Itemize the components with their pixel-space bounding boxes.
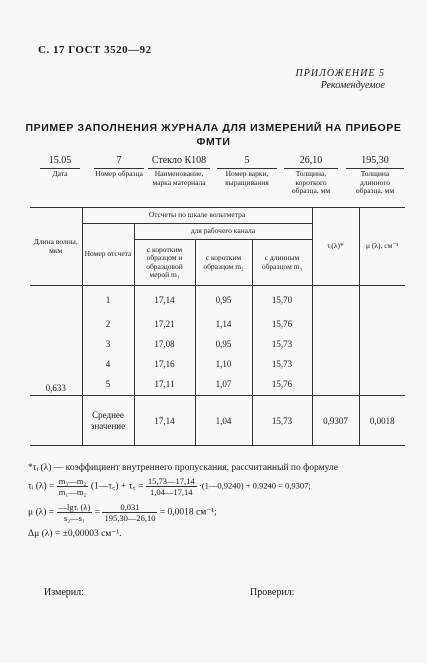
mu-fraction-numeric [102,502,157,523]
tau-fraction-numeric [146,476,197,497]
field-value: 195,30 [346,155,404,169]
table-cell: 15,76 [252,314,312,334]
fraction-denominator: 195,30—26,10 [104,513,156,523]
mu-rhs: = 0,0018 см⁻¹; [159,507,217,518]
measurement-journal-table [30,207,405,446]
field-value: 5 [217,155,277,169]
col-header-m3: с длинным образцом m₃ [252,240,312,286]
mean-mu: 0,0018 [359,396,405,446]
table-row-number: 5 [82,374,134,396]
fraction-numerator: m₃—m₂ [58,476,87,486]
col-header-mu: μ (λ), см⁻¹ [359,208,405,286]
tau-lhs: τᵢ (λ) = [28,481,55,492]
field-label: Дата [52,169,68,178]
field-label: Толщина, короткого образца, мм [291,169,331,195]
field-label: Номер варки, выращивания [225,169,269,187]
tau-formula [28,476,311,497]
table-cell: 17,16 [134,354,195,374]
fraction-numerator: —lgτᵢ (λ) [58,502,91,512]
table-cell: 1,07 [195,374,252,396]
mean-m3: 15,73 [252,396,312,446]
table-cell: 15,76 [252,374,312,396]
field-value: 15.05 [40,155,80,169]
table-row-number: 2 [82,314,134,334]
tau-middle: (1—τ꜀) + τ꜀ = [90,481,144,492]
signature-measured: Измерил: [44,587,84,598]
mean-label: Среднее значение [82,396,134,446]
mean-m1: 17,14 [134,396,195,446]
fraction-numerator: 0,031 [102,502,157,513]
table-cell: 17,14 [134,286,195,314]
signature-checked: Проверил: [250,587,295,598]
col-header-subgroup: для рабочего канала [134,224,312,240]
table-cell: 1,10 [195,354,252,374]
table-cell: 15,73 [252,334,312,354]
table-cell: 17,21 [134,314,195,334]
cell-wavelength: 0,633 [45,383,66,393]
col-header-reading-number: Номер отсчета [82,224,134,286]
fraction-denominator: m₁—m₂ [58,487,87,497]
field-short-thickness [284,155,338,196]
field-long-thickness [346,155,404,196]
field-value: Стекло К108 [148,155,210,169]
col-header-group: Отсчеты по шкале вольтметра [82,208,312,224]
footnote-definition: *τᵢ (λ) — коэффициент внутреннего пропускания, рассчитанный по формуле [28,463,338,473]
mean-tau: 0,9307 [312,396,359,446]
fraction-denominator: 1,04—17,14 [149,487,193,497]
tau-rhs: ·(1—0,9240) + 0.9240 = 0,9307; [198,480,311,491]
field-label: Толщина длинного образца, мм [355,169,395,195]
fraction-numerator: 15,73—17,14 [147,476,195,486]
table-row-number: 1 [82,286,134,314]
table-cell: 15,73 [252,354,312,374]
table-row-number: 4 [82,354,134,374]
field-date [40,155,80,179]
fraction-denominator: s₂—s₁ [63,513,85,523]
tau-fraction-symbolic [57,476,89,497]
table-cell: 1,14 [195,314,252,334]
field-melt-number [217,155,277,187]
field-label: Наименование, марка материала [152,169,206,187]
field-label: Номер образца [95,169,143,178]
table-cell: 17,08 [134,334,195,354]
document-title: ПРИМЕР ЗАПОЛНЕНИЯ ЖУРНАЛА ДЛЯ ИЗМЕРЕНИЙ НА ПРИБОРЕ [25,122,402,134]
field-value: 7 [94,155,144,169]
mu-error: Δμ (λ) = ±0,00003 см⁻¹. [28,529,122,539]
col-header-wavelength: Длина волны, мкм [33,237,78,255]
field-material [148,155,210,187]
col-header-m1: с коротким образцом и образцовой мерой m₁ [134,240,195,286]
appendix-label: ПРИЛОЖЕНИЕ 5 [295,68,385,79]
mu-lhs: μ (λ) = [28,507,55,518]
mean-m2: 1,04 [195,396,252,446]
table-cell: 17,11 [134,374,195,396]
appendix-note: Рекомендуемое [320,80,385,91]
table-row-number: 3 [82,334,134,354]
mu-equals: = [94,507,101,518]
page-reference: С. 17 ГОСТ 3520—92 [38,44,152,56]
document-title-line2: ФМТИ [196,136,231,148]
col-header-tau: τᵢ(λ)* [312,208,359,286]
mu-formula [28,502,217,523]
table-cell: 15,70 [252,286,312,314]
table-cell: 0,95 [195,286,252,314]
field-value: 26,10 [284,155,338,169]
mu-fraction-symbolic [57,502,93,523]
table-cell: 0,95 [195,334,252,354]
col-header-m2: с коротким образцом m₂ [195,240,252,286]
field-sample-number [94,155,144,179]
